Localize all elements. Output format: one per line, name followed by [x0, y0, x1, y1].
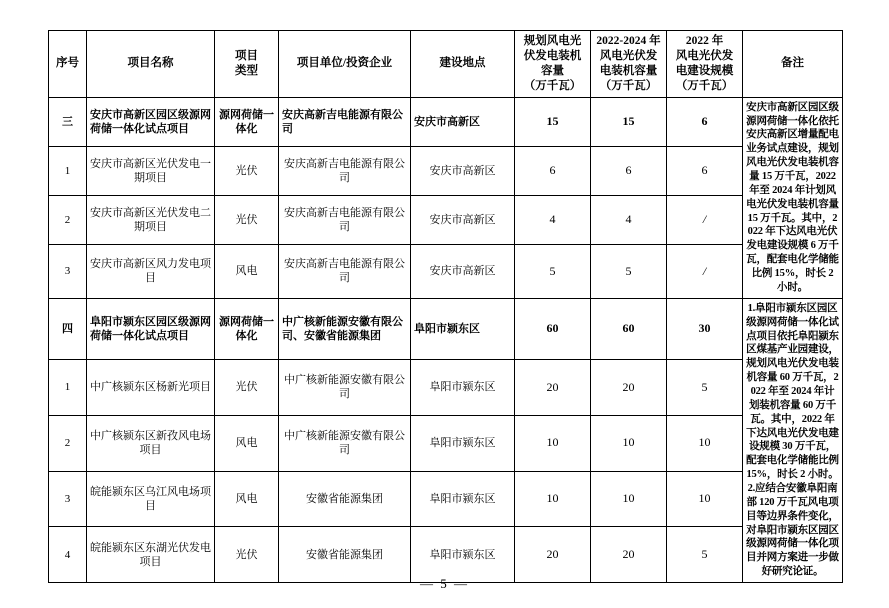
planned-capacity-line4: （万千瓦）: [523, 79, 582, 92]
row-no: 4: [49, 527, 87, 583]
table-row: [49, 298, 843, 359]
column-header-scale-2022: [667, 31, 743, 98]
table-row: [49, 360, 843, 416]
table-row: [49, 146, 843, 195]
row-capacity-2022-2024: 10: [591, 471, 667, 527]
row-project-name: 安庆市高新区光伏发电一期项目: [87, 146, 215, 195]
capacity-2022-2024-line2: 风电光伏发: [599, 49, 658, 62]
row-scale-2022: 30: [667, 298, 743, 359]
row-project-unit: 安庆高新吉电能源有限公司: [279, 146, 411, 195]
row-project-unit: 中广核新能源安徽有限公司: [279, 360, 411, 416]
table-header: [49, 31, 843, 98]
column-header-capacity-2022-2024: [591, 31, 667, 98]
table-row: [49, 527, 843, 583]
row-place: 阜阳市颍东区: [411, 471, 515, 527]
row-place: 阜阳市颍东区: [411, 415, 515, 471]
scale-2022-line4: （万千瓦）: [675, 79, 734, 92]
row-planned-capacity: 10: [515, 415, 591, 471]
column-header-planned-capacity: [515, 31, 591, 98]
row-scale-2022: 10: [667, 471, 743, 527]
row-place: 安庆市高新区: [411, 146, 515, 195]
row-planned-capacity: 6: [515, 146, 591, 195]
row-capacity-2022-2024: 15: [591, 97, 667, 146]
row-place: 安庆市高新区: [411, 195, 515, 244]
row-scale-2022: /: [667, 195, 743, 244]
row-planned-capacity: 60: [515, 298, 591, 359]
row-project-unit: 安庆高新吉电能源有限公司: [279, 195, 411, 244]
row-project-name: 安庆市高新区风力发电项目: [87, 244, 215, 298]
row-planned-capacity: 20: [515, 360, 591, 416]
scale-2022-line2: 风电光伏发: [675, 49, 734, 62]
row-no: 四: [49, 298, 87, 359]
row-scale-2022: 6: [667, 146, 743, 195]
row-capacity-2022-2024: 10: [591, 415, 667, 471]
row-no: 3: [49, 244, 87, 298]
column-header-project-type: [215, 31, 279, 98]
row-capacity-2022-2024: 5: [591, 244, 667, 298]
row-project-name: 安庆市高新区光伏发电二期项目: [87, 195, 215, 244]
row-planned-capacity: 10: [515, 471, 591, 527]
column-header-project-type-line1: 项目: [235, 49, 258, 62]
row-project-type: 源网荷储一体化: [215, 97, 279, 146]
planned-capacity-line2: 伏发电装机: [523, 49, 582, 62]
row-place: 阜阳市颍东区: [411, 527, 515, 583]
row-capacity-2022-2024: 20: [591, 527, 667, 583]
planned-capacity-line3: 容量: [541, 64, 564, 77]
row-no: 2: [49, 415, 87, 471]
column-header-remark: 备注: [743, 31, 843, 98]
row-planned-capacity: 4: [515, 195, 591, 244]
table-row: [49, 415, 843, 471]
row-project-type: 光伏: [215, 360, 279, 416]
row-project-name: 中广核颍东区杨新光项目: [87, 360, 215, 416]
row-no: 1: [49, 146, 87, 195]
row-project-type: 源网荷储一体化: [215, 298, 279, 359]
row-scale-2022: /: [667, 244, 743, 298]
table-body: [49, 97, 843, 582]
column-header-no: 序号: [49, 31, 87, 98]
row-project-type: 光伏: [215, 195, 279, 244]
row-capacity-2022-2024: 4: [591, 195, 667, 244]
row-project-unit: 中广核新能源安徽有限公司、安徽省能源集团: [279, 298, 411, 359]
row-no: 三: [49, 97, 87, 146]
row-place: 阜阳市颍东区: [411, 298, 515, 359]
row-capacity-2022-2024: 60: [591, 298, 667, 359]
row-capacity-2022-2024: 6: [591, 146, 667, 195]
scale-2022-line1: 2022 年: [685, 35, 724, 47]
table-row: [49, 471, 843, 527]
row-scale-2022: 5: [667, 527, 743, 583]
row-project-type: 风电: [215, 415, 279, 471]
row-capacity-2022-2024: 20: [591, 360, 667, 416]
row-project-unit: 中广核新能源安徽有限公司: [279, 415, 411, 471]
column-header-project-type-line2: 类型: [235, 64, 258, 77]
row-project-unit: 安庆高新吉电能源有限公司: [279, 97, 411, 146]
row-project-unit: 安庆高新吉电能源有限公司: [279, 244, 411, 298]
row-scale-2022: 6: [667, 97, 743, 146]
row-project-name: 中广核颍东区新孜风电场项目: [87, 415, 215, 471]
row-scale-2022: 5: [667, 360, 743, 416]
capacity-2022-2024-line4: （万千瓦）: [599, 79, 658, 92]
row-planned-capacity: 5: [515, 244, 591, 298]
row-place: 安庆市高新区: [411, 97, 515, 146]
scale-2022-line3: 电建设规模: [675, 64, 734, 77]
column-header-place: 建设地点: [411, 31, 515, 98]
column-header-project-unit: 项目单位/投资企业: [279, 31, 411, 98]
row-scale-2022: 10: [667, 415, 743, 471]
row-remark: 1.阜阳市颍东区园区级源网荷储一体化试点项目依托阜阳颍东区煤基产业园建设，规划风电光伏发电装机容量 60 万千瓦，2022 年至 2024 年计划装机容量 60 万千瓦。其中，2022 年下达风电光伏发电建设规模 30 万千瓦，配套电化学储能比例 15%，时长 2 小时。2.应结合安徽阜阳南部 120 万千瓦风电项目等边界条件变化，对阜阳市颍东区园区级源网荷储一体化项目并网方案进一步做好研究论证。: [743, 298, 843, 582]
row-project-name: 皖能颍东区东湖光伏发电项目: [87, 527, 215, 583]
row-project-name: 皖能颍东区乌江风电场项目: [87, 471, 215, 527]
column-header-project-name: 项目名称: [87, 31, 215, 98]
table-row: [49, 195, 843, 244]
row-no: 3: [49, 471, 87, 527]
row-project-type: 光伏: [215, 527, 279, 583]
planned-capacity-line1: 规划风电光: [523, 35, 582, 47]
row-place: 安庆市高新区: [411, 244, 515, 298]
table-header-row: [49, 31, 843, 98]
row-project-name: 阜阳市颍东区园区级源网荷储一体化试点项目: [87, 298, 215, 359]
row-project-unit: 安徽省能源集团: [279, 471, 411, 527]
row-project-type: 风电: [215, 471, 279, 527]
projects-table: [48, 30, 843, 583]
row-place: 阜阳市颍东区: [411, 360, 515, 416]
row-planned-capacity: 20: [515, 527, 591, 583]
row-project-unit: 安徽省能源集团: [279, 527, 411, 583]
page-number: — 5 —: [420, 576, 469, 591]
row-planned-capacity: 15: [515, 97, 591, 146]
capacity-2022-2024-line1: 2022-2024 年: [596, 35, 661, 47]
row-remark: 安庆市高新区园区级源网荷储一体化依托安庆高新区增量配电业务试点建设，规划风电光伏发电装机容量 15 万千瓦，2022 年至 2024 年计划风电光伏发电装机容量 15 万千瓦。其中，2022 年下达风电光伏发电建设规模 6 万千瓦，配套电化学储能比例 15%，时长 2 小时。: [743, 97, 843, 298]
row-project-type: 光伏: [215, 146, 279, 195]
table-row: [49, 244, 843, 298]
row-project-name: 安庆市高新区园区级源网荷储一体化试点项目: [87, 97, 215, 146]
row-no: 1: [49, 360, 87, 416]
table-row: [49, 97, 843, 146]
row-project-type: 风电: [215, 244, 279, 298]
row-no: 2: [49, 195, 87, 244]
capacity-2022-2024-line3: 电装机容量: [599, 64, 658, 77]
